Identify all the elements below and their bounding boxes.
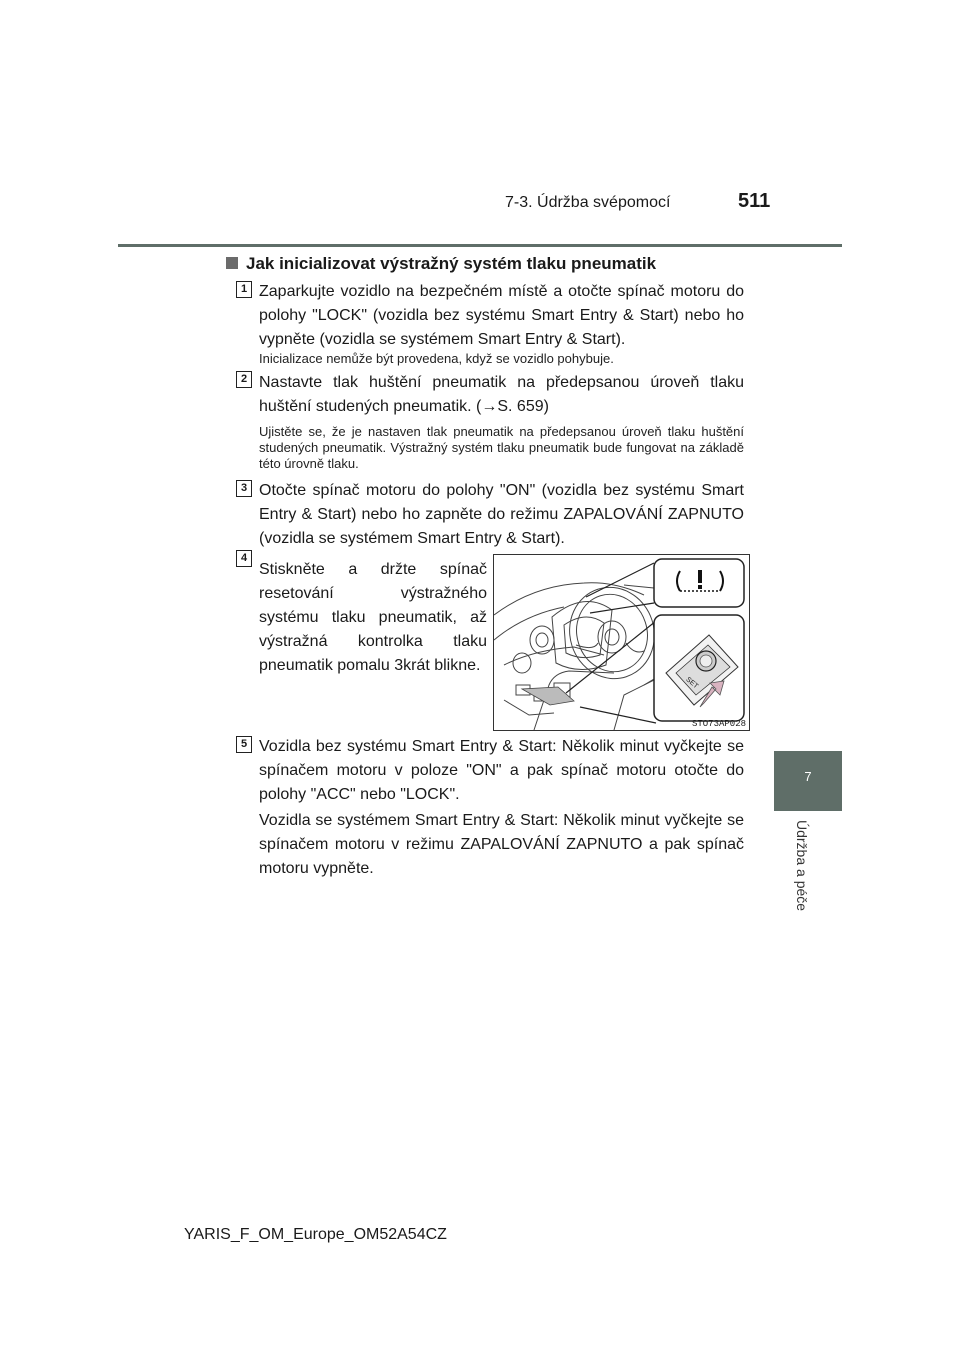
chapter-number: 7 <box>804 769 812 784</box>
step-4-text: Stiskněte a držte spínač resetování výstražného systému tlaku pneumatik, až výstražná kontrolka tlaku pneumatik pomalu 3krát blikne. <box>259 561 487 674</box>
step-1-text: Zaparkujte vozidlo na bezpečném místě a otočte spínač motoru do polohy "LOCK" (vozidla bez systému Smart Entry & Start) nebo ho vypněte (vozidla se systémem Smart Entry & Start). <box>259 283 744 348</box>
dashboard-illustration <box>493 554 750 731</box>
step-2-note: Ujistěte se, že je nastaven tlak pneumatik na předepsanou úroveň tlaku huštění studených pneumatik. Výstražný systém tlaku pneumatik bude fungovat na základě této úrovně tlaku. <box>259 424 744 471</box>
step-1-note: Inicializace nemůže být provedena, když se vozidlo pohybuje. <box>259 351 614 366</box>
section-heading-text: Jak inicializovat výstražný systém tlaku pneumatik <box>246 254 657 273</box>
section-heading <box>226 254 656 274</box>
heading-square-icon <box>226 257 238 269</box>
step-3-text: Otočte spínač motoru do polohy "ON" (vozidla bez systému Smart Entry & Start) nebo ho zapněte do režimu ZAPALOVÁNÍ ZAPNUTO (vozidla se systémem Smart Entry & Start). <box>259 482 744 547</box>
header-section-title: 7-3. Údržba svépomocí <box>505 194 671 211</box>
set-label: SET <box>684 676 700 691</box>
header-rule <box>118 244 842 247</box>
chapter-label: Údržba a péče <box>794 820 810 912</box>
step-badge-2: 2 <box>236 371 252 388</box>
step-badge-3: 3 <box>236 480 252 497</box>
page-number: 511 <box>738 190 771 212</box>
step-badge-4: 4 <box>236 550 252 567</box>
illustration-code: STO73AP028 <box>691 719 746 729</box>
step-2-text: Nastavte tlak huštění pneumatik na předepsanou úroveň tlaku huštění studených pneumatik. (→S. 659) <box>259 374 744 415</box>
chapter-tab <box>774 751 842 811</box>
step-5-text-2: Vozidla se systémem Smart Entry & Start: Několik minut vyčkejte se spínačem motoru v režimu ZAPALOVÁNÍ ZAPNUTO a pak spínač motoru vypněte. <box>259 812 744 877</box>
footer-document-id: YARIS_F_OM_Europe_OM52A54CZ <box>184 1226 447 1243</box>
step-badge-5: 5 <box>236 736 252 753</box>
step-badge-1: 1 <box>236 281 252 298</box>
step-5-text: Vozidla bez systému Smart Entry & Start: Několik minut vyčkejte se spínačem motoru v poloze "ON" a pak spínač motoru otočte do polohy "ACC" nebo "LOCK". <box>259 738 744 803</box>
